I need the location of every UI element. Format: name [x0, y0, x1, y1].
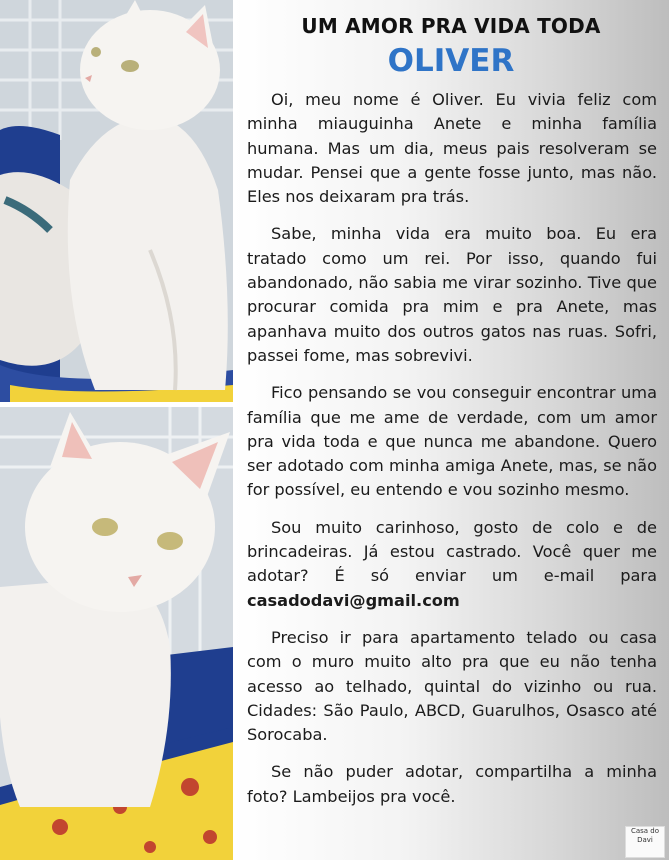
story-panel — [233, 0, 669, 860]
white-cat-sitting-image — [0, 0, 233, 402]
paragraph-adoption — [247, 516, 657, 613]
paragraph-intro: Oi, meu nome é Oliver. Eu vivia feliz com minha miauguinha Anete e minha família humana. Mas um dia, meus pais resolveram se mudar. Pensei que a gente fosse junto, mas não. Eles nos deixaram pra trás. — [247, 90, 657, 207]
contact-email[interactable]: casadodavi@gmail.com — [247, 590, 460, 610]
white-cat-closeup-image — [0, 407, 233, 860]
shelter-logo — [625, 826, 665, 858]
paragraph-wish: Fico pensando se vou conseguir encontrar uma família que me ame de verdade, com um amor pra vida toda e que nunca me abandone. Quero ser adotado com minha amiga Anete, mas, se não for possível, eu entendo e vou sozinho mesmo. — [247, 383, 657, 500]
paragraph-closing: Se não puder adotar, compartilha a minha foto? Lambeijos pra você. — [247, 762, 657, 806]
paragraph-history: Sabe, minha vida era muito boa. Eu era tratado como um rei. Por isso, quando fui abandonado, não sabia me virar sozinho. Tive que procurar comida pra mim e pra Anete, mas apanhava muito dos outros gatos nas ruas. Sofri, passei fome, mas sobrevivi. — [247, 224, 657, 365]
paragraph-requirements: Preciso ir para apartamento telado ou casa com o muro muito alto pra que eu não tenha acesso ao telhado, quintal do vizinho ou rua. Cidades: São Paulo, ABCD, Guarulhos, Osasco até Sorocaba. — [247, 627, 657, 745]
cat-photo-top — [0, 0, 233, 402]
adoption-text: Sou muito carinhoso, gosto de colo e de brincadeiras. Já estou castrado. Você quer me adotar? É só enviar um e-mail para — [247, 517, 657, 586]
story-text — [247, 88, 657, 822]
cat-photo-bottom — [0, 407, 233, 860]
logo-text: Casa do Davi — [630, 827, 660, 844]
cat-name: OLIVER — [387, 43, 515, 79]
page-title: UM AMOR PRA VIDA TODA — [301, 14, 601, 38]
photo-column — [0, 0, 233, 860]
